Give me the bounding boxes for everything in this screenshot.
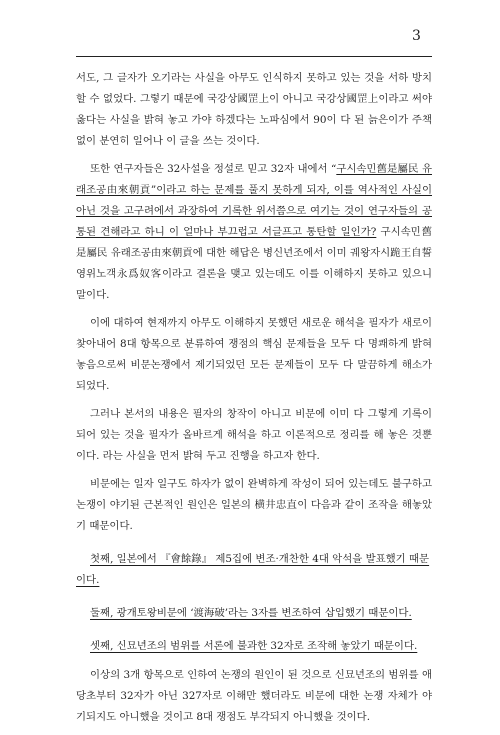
paragraph xyxy=(76,159,432,306)
list-item xyxy=(76,603,432,624)
underlined-text: 구시속민舊是屬民 유래조공由來朝貢”이라고 하는 문제를 풀지 못하게 되자, 이를 역사적인 사실이 아닌 것을 고구려에서 과장하여 기록한 위서쯤으로 여기는 것이 연구자들의 공통된 견해라고 하니 이 얼마나 부끄럽고 서글프고 통탄할 일인가? xyxy=(76,163,432,238)
list-item xyxy=(76,549,432,591)
paragraph-text: 구시속민舊是屬民 유래조공由來朝貢에 대한 해답은 병신년조에서 이미 궤왕자시跪王自誓 영위노객永爲奴客이라고 결론을 맺고 있는데도 이를 이해하지 못하고 있으니 말이다. xyxy=(76,226,432,301)
header-rule xyxy=(76,56,432,57)
page-body xyxy=(76,68,432,735)
paragraph: 서도, 그 글자가 오기라는 사실을 아무도 인식하지 못하고 있는 것을 서하 방치할 수 없었다. 그렇기 때문에 국강상國罡上이 아니고 국강상國罡上이라고 써야 옳다는 사실을 밝혀 놓고 가야 하겠다는 노파심에서 90이 다 된 늙은이가 주책없이 분연히 일어나 이 글을 쓰는 것이다. xyxy=(76,72,432,147)
list-item-text: 첫째, 일본에서 『會餘錄』 제5집에 변조·개찬한 4대 악석을 발표했기 때문이다. xyxy=(76,553,430,586)
paragraph: 비문에는 일자 일구도 하자가 없이 완벽하게 작성이 되어 있는데도 불구하고 논쟁이 야기된 근본적인 원인은 일본의 横井忠直이 다음과 같이 조작을 해놓았기 때문이다. xyxy=(76,478,432,532)
spacer xyxy=(76,657,432,665)
list-item-text: 둘째, 광개토왕비문에 ‘渡海破’라는 3자를 변조하여 삽입했기 때문이다. xyxy=(90,607,412,619)
paragraph: 이에 대하여 현재까지 아무도 이해하지 못했던 새로운 해석을 필자가 새로이 찾아내어 8대 항목으로 분류하여 쟁점의 핵심 문제들을 모두 다 명쾌하게 밝혀 놓음으로써 비문논쟁에서 제기되었던 모든 문제들이 모두 다 말끔하게 해소가 되었다. xyxy=(76,317,432,392)
paragraph: 이상의 3개 항목으로 인하여 논쟁의 원인이 된 것으로 신묘년조의 범위를 애당초부터 32자가 아닌 327자로 이해만 했더라도 비문에 대한 논쟁 자체가 야기되지도 아니했을 것이고 8대 쟁점도 부각되지 아니했을 것이다. xyxy=(76,669,432,723)
paragraph: 그러나 본서의 내용은 필자의 창작이 아니고 비문에 이미 다 그렇게 기록이 되어 있는 것을 필자가 올바르게 해석을 하고 이론적으로 정리를 해 놓은 것뿐이다. 라는 사실을 먼저 밝혀 두고 진행을 하고자 한다. xyxy=(76,408,432,462)
page-number: 3 xyxy=(412,28,421,44)
paragraph-text: 또한 연구자들은 32사설을 정설로 믿고 32자 내에서 “ xyxy=(90,163,337,175)
list-item-text: 셋째, 신묘년조의 범위를 서론에 불과한 32자로 조작해 놓았기 때문이다. xyxy=(90,640,418,652)
list-item xyxy=(76,636,432,657)
